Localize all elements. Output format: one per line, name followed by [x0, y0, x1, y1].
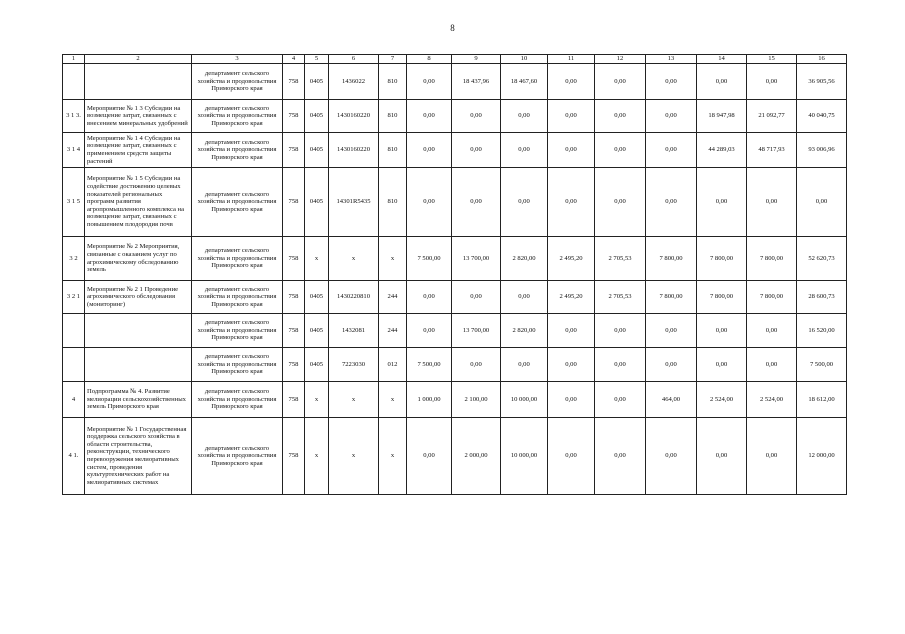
row-name: Мероприятие № 1 4 Субсидии на возмещение затрат, связанных с применением средств защиты растений: [85, 133, 192, 168]
value-cell: 18 612,00: [797, 382, 847, 418]
value-cell: 758: [283, 237, 305, 281]
value-cell: 93 006,96: [797, 133, 847, 168]
value-cell: 0,00: [548, 168, 595, 237]
table-row: [63, 382, 847, 418]
row-name: Мероприятие № 2 Мероприятия, связанные с оказанием услуг по агрохимическому обследованию земель: [85, 237, 192, 281]
value-cell: 0,00: [501, 348, 548, 382]
column-number: 11: [548, 55, 595, 64]
value-cell: 0,00: [452, 281, 501, 314]
value-cell: 0405: [305, 64, 329, 100]
table-row: [63, 348, 847, 382]
value-cell: 18 467,60: [501, 64, 548, 100]
table-row: [63, 314, 847, 348]
value-cell: 0,00: [407, 168, 452, 237]
value-cell: 7 800,00: [747, 281, 797, 314]
row-department: департамент сельского хозяйства и продовольствия Приморского края: [192, 133, 283, 168]
value-cell: 0,00: [595, 314, 646, 348]
value-cell: 0,00: [697, 64, 747, 100]
value-cell: 0,00: [407, 64, 452, 100]
value-cell: 758: [283, 418, 305, 495]
row-department: департамент сельского хозяйства и продовольствия Приморского края: [192, 418, 283, 495]
value-cell: x: [379, 382, 407, 418]
value-cell: 7223030: [329, 348, 379, 382]
value-cell: 0,00: [407, 314, 452, 348]
value-cell: 2 524,00: [697, 382, 747, 418]
value-cell: 40 040,75: [797, 100, 847, 133]
value-cell: 2 000,00: [452, 418, 501, 495]
value-cell: 0,00: [595, 64, 646, 100]
row-name: [85, 64, 192, 100]
value-cell: 0,00: [548, 133, 595, 168]
value-cell: 0,00: [548, 382, 595, 418]
row-code: 3 2 1: [63, 281, 85, 314]
column-number: 2: [85, 55, 192, 64]
value-cell: 7 800,00: [747, 237, 797, 281]
column-number: 14: [697, 55, 747, 64]
value-cell: x: [305, 382, 329, 418]
value-cell: x: [305, 418, 329, 495]
value-cell: 0,00: [501, 168, 548, 237]
value-cell: 0,00: [452, 100, 501, 133]
row-department: департамент сельского хозяйства и продовольствия Приморского края: [192, 382, 283, 418]
value-cell: 0405: [305, 100, 329, 133]
value-cell: 21 092,77: [747, 100, 797, 133]
column-number: 13: [646, 55, 697, 64]
value-cell: 7 500,00: [407, 237, 452, 281]
value-cell: 0,00: [595, 100, 646, 133]
value-cell: 0,00: [501, 100, 548, 133]
column-number: 8: [407, 55, 452, 64]
value-cell: 0,00: [697, 348, 747, 382]
row-code: 4 1.: [63, 418, 85, 495]
value-cell: 0,00: [595, 168, 646, 237]
value-cell: 2 100,00: [452, 382, 501, 418]
row-code: 3 1 4: [63, 133, 85, 168]
value-cell: 0,00: [501, 281, 548, 314]
value-cell: 2 820,00: [501, 237, 548, 281]
value-cell: 0,00: [646, 348, 697, 382]
row-name: [85, 348, 192, 382]
value-cell: 0,00: [407, 100, 452, 133]
value-cell: 52 620,73: [797, 237, 847, 281]
value-cell: 0,00: [501, 133, 548, 168]
value-cell: 1430160220: [329, 133, 379, 168]
value-cell: 0405: [305, 133, 329, 168]
row-code: 3 1 3.: [63, 100, 85, 133]
row-department: департамент сельского хозяйства и продовольствия Приморского края: [192, 237, 283, 281]
column-number: 16: [797, 55, 847, 64]
value-cell: 0,00: [595, 133, 646, 168]
row-department: департамент сельского хозяйства и продовольствия Приморского края: [192, 281, 283, 314]
value-cell: 758: [283, 348, 305, 382]
value-cell: 2 495,20: [548, 281, 595, 314]
value-cell: 1432081: [329, 314, 379, 348]
value-cell: 0,00: [747, 168, 797, 237]
value-cell: 0,00: [646, 100, 697, 133]
value-cell: 758: [283, 64, 305, 100]
value-cell: 810: [379, 100, 407, 133]
value-cell: 7 500,00: [407, 348, 452, 382]
column-number: 1: [63, 55, 85, 64]
value-cell: 0,00: [646, 314, 697, 348]
value-cell: x: [329, 237, 379, 281]
value-cell: x: [305, 237, 329, 281]
value-cell: 18 947,98: [697, 100, 747, 133]
value-cell: 758: [283, 281, 305, 314]
value-cell: 0,00: [747, 418, 797, 495]
table-row: [63, 133, 847, 168]
value-cell: 0,00: [697, 418, 747, 495]
value-cell: 810: [379, 133, 407, 168]
value-cell: 7 800,00: [697, 281, 747, 314]
row-department: департамент сельского хозяйства и продовольствия Приморского края: [192, 168, 283, 237]
value-cell: 758: [283, 168, 305, 237]
value-cell: 758: [283, 382, 305, 418]
value-cell: 1430160220: [329, 100, 379, 133]
row-code: [63, 348, 85, 382]
value-cell: 0,00: [452, 133, 501, 168]
value-cell: 0,00: [747, 348, 797, 382]
value-cell: x: [379, 418, 407, 495]
row-name: Мероприятие № 1 5 Субсидии на содействие достижению целевых показателей региональных программ развития агропромышленного комплекса на возмещение затрат, связанных с повышением плодородия почв: [85, 168, 192, 237]
value-cell: 0,00: [646, 418, 697, 495]
value-cell: 0,00: [797, 168, 847, 237]
column-number: 3: [192, 55, 283, 64]
row-code: [63, 64, 85, 100]
column-number: 10: [501, 55, 548, 64]
column-number: 7: [379, 55, 407, 64]
value-cell: 244: [379, 281, 407, 314]
row-department: департамент сельского хозяйства и продовольствия Приморского края: [192, 64, 283, 100]
value-cell: 2 524,00: [747, 382, 797, 418]
row-name: [85, 314, 192, 348]
value-cell: 0,00: [407, 281, 452, 314]
value-cell: 0405: [305, 281, 329, 314]
value-cell: 0,00: [548, 314, 595, 348]
table-row: [63, 281, 847, 314]
value-cell: 48 717,93: [747, 133, 797, 168]
row-department: департамент сельского хозяйства и продовольствия Приморского края: [192, 314, 283, 348]
row-name: Мероприятие № 1 Государственная поддержка сельского хозяйства в области строительства, реконструкции, технического перевооружения мелиоративных систем, проведения культуртехнических работ на мелиоративных системах: [85, 418, 192, 495]
value-cell: 13 700,00: [452, 314, 501, 348]
value-cell: 0,00: [595, 382, 646, 418]
value-cell: 0,00: [595, 348, 646, 382]
value-cell: 18 437,96: [452, 64, 501, 100]
value-cell: x: [329, 418, 379, 495]
value-cell: 2 705,53: [595, 281, 646, 314]
value-cell: 0,00: [747, 64, 797, 100]
value-cell: 0,00: [595, 418, 646, 495]
value-cell: 1 000,00: [407, 382, 452, 418]
value-cell: 10 000,00: [501, 382, 548, 418]
value-cell: 10 000,00: [501, 418, 548, 495]
value-cell: 7 500,00: [797, 348, 847, 382]
column-number: 5: [305, 55, 329, 64]
value-cell: 7 800,00: [646, 281, 697, 314]
value-cell: 28 600,73: [797, 281, 847, 314]
row-code: 3 1 5: [63, 168, 85, 237]
value-cell: 810: [379, 64, 407, 100]
table-row: [63, 64, 847, 100]
value-cell: 2 705,53: [595, 237, 646, 281]
page-number: 8: [450, 23, 455, 33]
value-cell: 810: [379, 168, 407, 237]
value-cell: 12 000,00: [797, 418, 847, 495]
column-number: 12: [595, 55, 646, 64]
table-row: [63, 168, 847, 237]
value-cell: 0,00: [407, 133, 452, 168]
value-cell: 0,00: [747, 314, 797, 348]
value-cell: x: [379, 237, 407, 281]
row-name: Мероприятие № 1 3 Субсидии на возмещение затрат, связанных с внесением минеральных удобрений: [85, 100, 192, 133]
value-cell: x: [329, 382, 379, 418]
value-cell: 0,00: [697, 168, 747, 237]
value-cell: 2 495,20: [548, 237, 595, 281]
value-cell: 0405: [305, 348, 329, 382]
value-cell: 0,00: [646, 168, 697, 237]
value-cell: 0,00: [452, 168, 501, 237]
column-number: 4: [283, 55, 305, 64]
value-cell: 0,00: [548, 100, 595, 133]
value-cell: 0,00: [646, 64, 697, 100]
value-cell: 758: [283, 133, 305, 168]
value-cell: 0,00: [548, 64, 595, 100]
value-cell: 244: [379, 314, 407, 348]
budget-table: [62, 54, 847, 495]
value-cell: 464,00: [646, 382, 697, 418]
column-number: 6: [329, 55, 379, 64]
row-code: 3 2: [63, 237, 85, 281]
value-cell: 012: [379, 348, 407, 382]
value-cell: 14301R5435: [329, 168, 379, 237]
row-department: департамент сельского хозяйства и продовольствия Приморского края: [192, 100, 283, 133]
table-row: [63, 418, 847, 495]
value-cell: 1436022: [329, 64, 379, 100]
value-cell: 0,00: [452, 348, 501, 382]
value-cell: 0,00: [646, 133, 697, 168]
value-cell: 0,00: [548, 418, 595, 495]
value-cell: 16 520,00: [797, 314, 847, 348]
value-cell: 2 820,00: [501, 314, 548, 348]
value-cell: 758: [283, 314, 305, 348]
column-number: 15: [747, 55, 797, 64]
value-cell: 0405: [305, 168, 329, 237]
row-department: департамент сельского хозяйства и продовольствия Приморского края: [192, 348, 283, 382]
header-row: [63, 55, 847, 64]
value-cell: 13 700,00: [452, 237, 501, 281]
value-cell: 0,00: [548, 348, 595, 382]
value-cell: 36 905,56: [797, 64, 847, 100]
row-name: Мероприятие № 2 1 Проведение агрохимического обследования (мониторинг): [85, 281, 192, 314]
value-cell: 44 289,03: [697, 133, 747, 168]
value-cell: 7 800,00: [646, 237, 697, 281]
value-cell: 0405: [305, 314, 329, 348]
row-name: Подпрограмма № 4. Развитие мелиорации сельскохозяйственных земель Приморского края: [85, 382, 192, 418]
column-number: 9: [452, 55, 501, 64]
row-code: 4: [63, 382, 85, 418]
value-cell: 758: [283, 100, 305, 133]
value-cell: 0,00: [407, 418, 452, 495]
value-cell: 0,00: [697, 314, 747, 348]
table-row: [63, 100, 847, 133]
value-cell: 7 800,00: [697, 237, 747, 281]
table-row: [63, 237, 847, 281]
row-code: [63, 314, 85, 348]
value-cell: 1430220810: [329, 281, 379, 314]
